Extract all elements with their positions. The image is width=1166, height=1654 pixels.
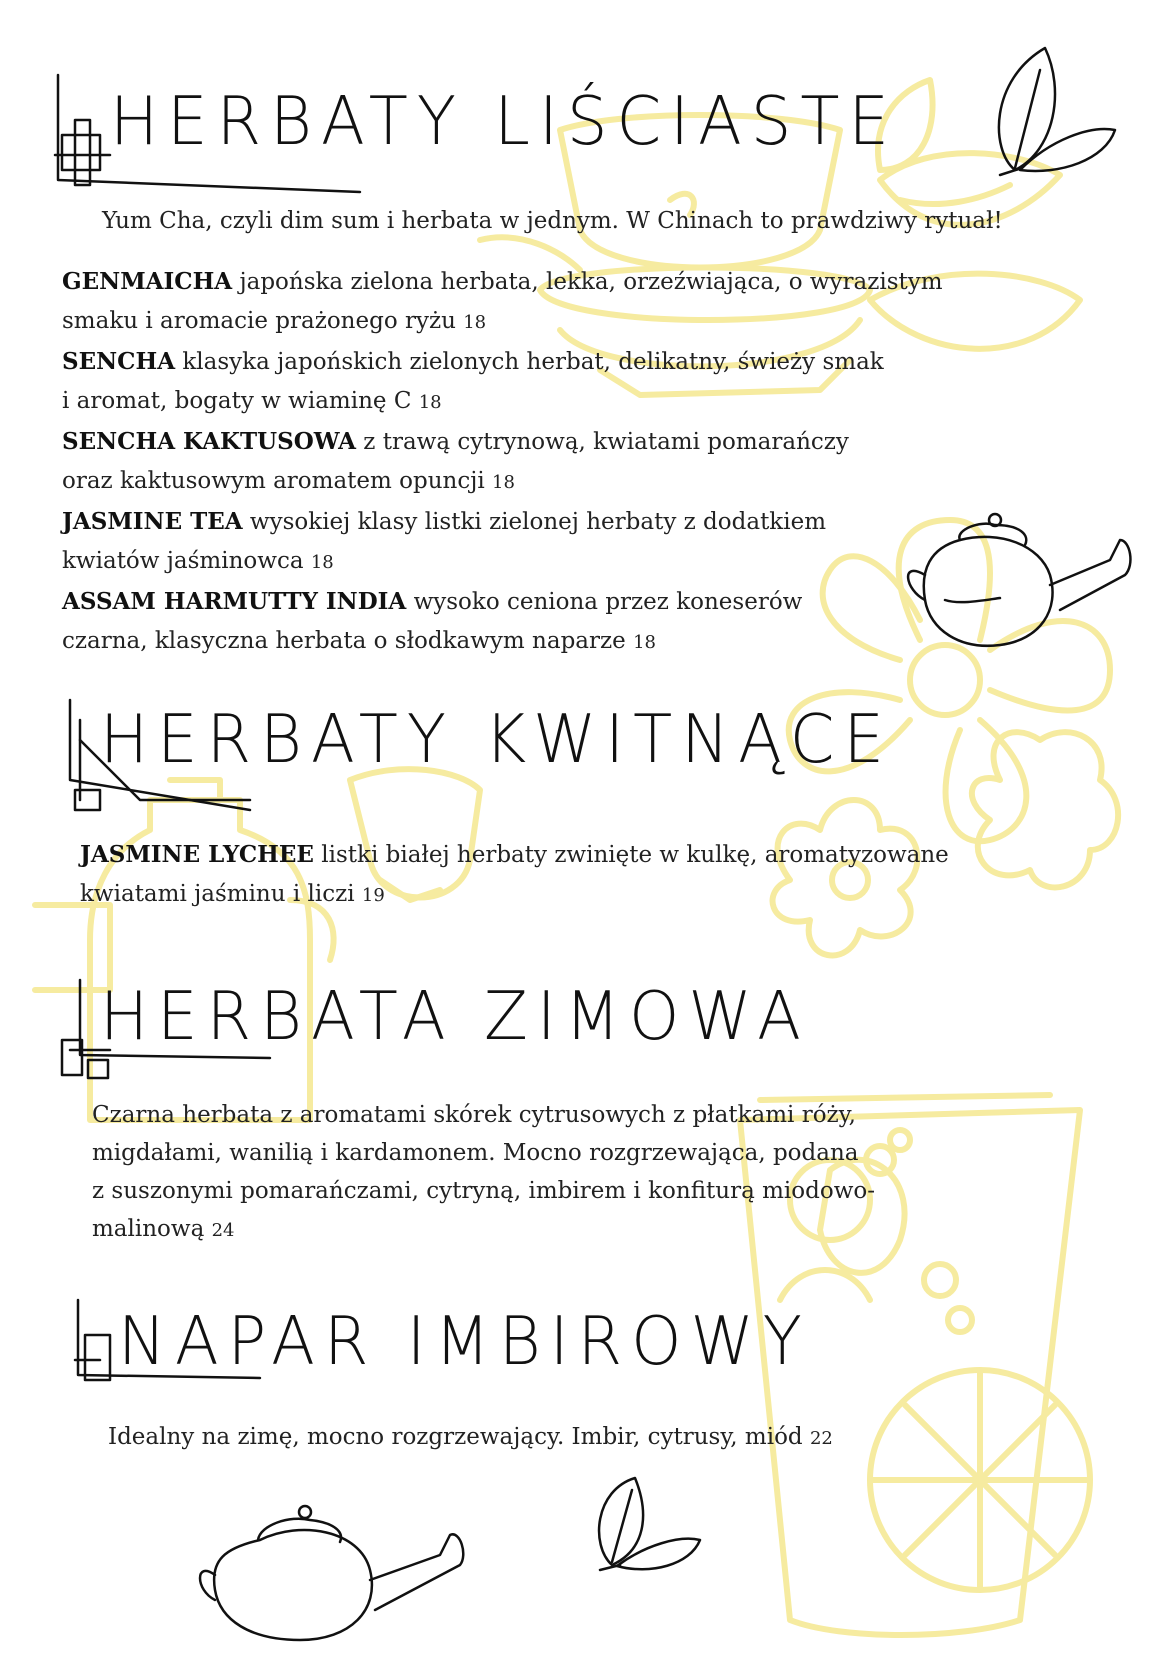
- description-line: z suszonymi pomarańczami, cytryną, imbirem i konfiturą miodowo-: [92, 1178, 875, 1204]
- item-price: 19: [361, 885, 385, 906]
- heading-herbata-zimowa: HERBATA ZIMOWA: [100, 978, 810, 1056]
- winter-tea-description: [92, 1096, 1052, 1250]
- description-line: migdałami, wanilią i kardamonem. Mocno rozgrzewająca, podana: [92, 1140, 859, 1166]
- item-price: 18: [310, 552, 334, 573]
- list-item: [62, 422, 1062, 462]
- list-item-cont: [62, 302, 1062, 342]
- teapot-icon: [200, 1506, 463, 1640]
- section-intro: Yum Cha, czyli dim sum i herbata w jednym. W Chinach to prawdziwy rytuał!: [102, 208, 1003, 234]
- heading-herbaty-lisciaste: HERBATY LIŚCIASTE: [110, 83, 898, 161]
- heading-napar-imbirowy: NAPAR IMBIROWY: [118, 1303, 811, 1381]
- item-description: listki białej herbaty zwinięte w kulkę, aromatyzowane: [321, 842, 949, 868]
- item-name: JASMINE LYCHEE: [80, 841, 314, 868]
- item-description: i aromat, bogaty w wiaminę C: [62, 388, 412, 414]
- item-price: 18: [492, 472, 515, 493]
- item-description: wysokiej klasy listki zielonej herbaty z dodatkiem: [249, 509, 827, 535]
- tea-list: [80, 835, 1060, 915]
- list-item: [62, 262, 1062, 302]
- item-description: z trawą cytrynową, kwiatami pomarańczy: [363, 429, 849, 455]
- item-price: 18: [418, 392, 442, 413]
- list-item-cont: [80, 875, 1060, 915]
- item-name: JASMINE TEA: [62, 508, 243, 535]
- item-description: wysoko ceniona przez koneserów: [413, 589, 803, 615]
- list-item-cont: [62, 462, 1062, 502]
- leaf-sprig-icon: [599, 1478, 700, 1570]
- item-description: klasyka japońskich zielonych herbat, delikatny, świeży smak: [182, 349, 884, 375]
- item-price: 18: [463, 312, 487, 333]
- item-name: ASSAM HARMUTTY INDIA: [62, 588, 407, 615]
- item-description: oraz kaktusowym aromatem opuncji: [62, 468, 485, 494]
- item-description: czarna, klasyczna herbata o słodkawym naparze: [62, 628, 626, 654]
- item-price: 24: [211, 1220, 235, 1241]
- item-price: 22: [809, 1428, 833, 1449]
- item-price: 18: [633, 632, 656, 653]
- description-line: Idealny na zimę, mocno rozgrzewający. Imbir, cytrusy, miód: [108, 1424, 803, 1450]
- leaf-sprig-icon: [999, 48, 1115, 175]
- item-description: japońska zielona herbata, lekka, orzeźwiająca, o wyrazistym: [239, 269, 943, 295]
- item-description: kwiatami jaśminu i liczi: [80, 881, 355, 907]
- list-item-cont: [62, 382, 1062, 422]
- item-name: SENCHA: [62, 348, 176, 375]
- item-name: SENCHA KAKTUSOWA: [62, 428, 356, 455]
- tea-list: [62, 262, 1062, 662]
- list-item: [62, 582, 1062, 622]
- item-description: smaku i aromacie prażonego ryżu: [62, 308, 456, 334]
- list-item: [80, 835, 1060, 875]
- item-description: kwiatów jaśminowca: [62, 548, 304, 574]
- description-line: Czarna herbata z aromatami skórek cytrusowych z płatkami róży,: [92, 1102, 856, 1128]
- list-item-cont: [62, 542, 1062, 582]
- list-item: [62, 342, 1062, 382]
- heading-herbaty-kwitnace: HERBATY KWITNĄCE: [100, 701, 893, 779]
- list-item-cont: [62, 622, 1062, 662]
- list-item: [62, 502, 1062, 542]
- ginger-infusion-description: [108, 1418, 1008, 1458]
- description-line-last: malinową 24: [92, 1216, 235, 1242]
- item-name: GENMAICHA: [62, 268, 233, 295]
